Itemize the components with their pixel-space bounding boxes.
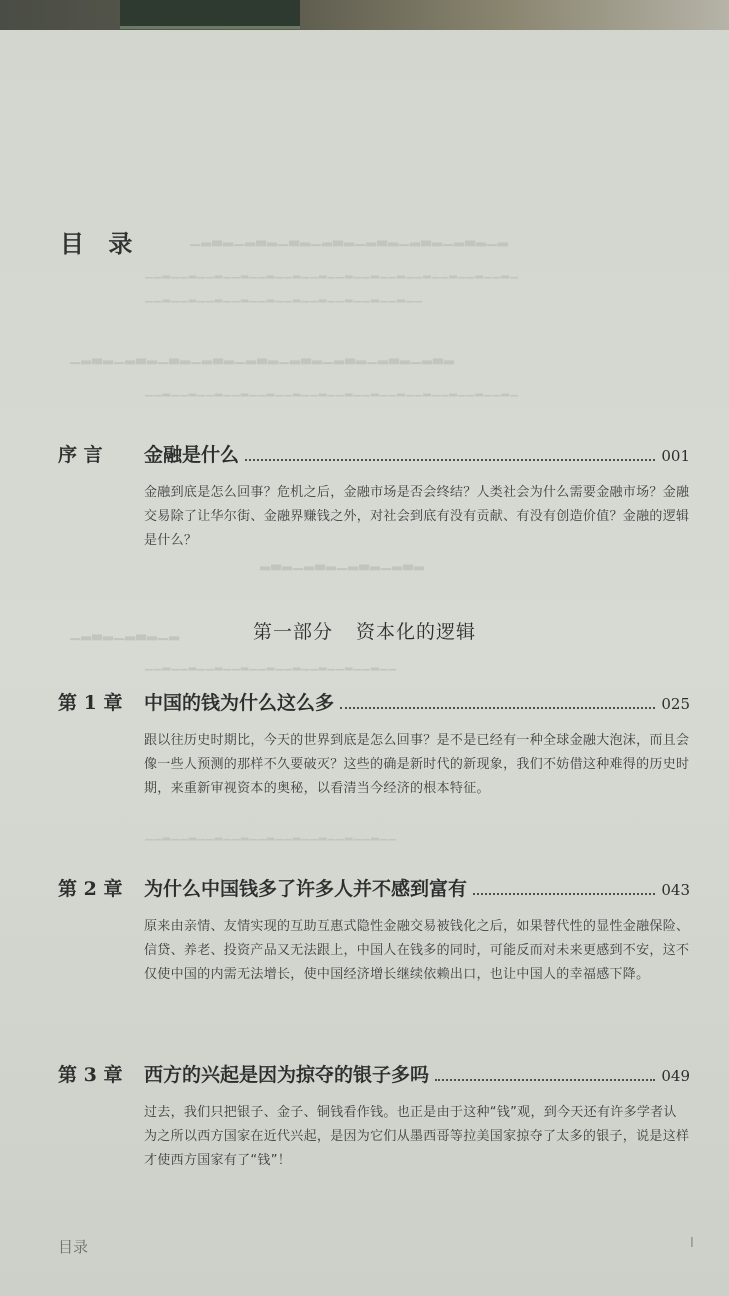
page-number: 043 — [661, 881, 690, 899]
entry-title: 为什么中国钱多了许多人并不感到富有 — [144, 878, 468, 900]
entry-label: 第 2 章 — [58, 878, 123, 900]
page-number: 001 — [661, 447, 690, 465]
toc-entry-chapter-2[interactable] — [58, 874, 690, 987]
entry-label: 第 3 章 — [58, 1064, 123, 1086]
bleed-through-line: ▁▂▃▂▁▂▃▂▁▂ — [70, 626, 180, 641]
entry-label: 第 1 章 — [58, 692, 123, 714]
page-number: 049 — [661, 1067, 690, 1085]
entry-title: 中国的钱为什么这么多 — [144, 692, 335, 714]
dot-leader — [245, 458, 655, 461]
bleed-through-line: ▁▁▂▁▁▂▁▁▂▁▁▂▁▁▂▁▁▂▁▁▂▁▁▂▁▁▂▁▁ — [145, 660, 398, 671]
entry-label: 序 言 — [58, 444, 103, 466]
bleed-through-line: ▁▁▂▁▁▂▁▁▂▁▁▂▁▁▂▁▁▂▁▁▂▁▁▂▁▁▂▁▁ — [145, 830, 398, 841]
toc-entry-heading — [58, 874, 690, 901]
bleed-through-line: ▁▁▂▁▁▂▁▁▂▁▁▂▁▁▂▁▁▂▁▁▂▁▁▂▁▁▂▁▁▂▁▁ — [145, 292, 424, 303]
part-number: 第一部分 — [252, 621, 333, 643]
entry-description: 跟以往历史时期比，今天的世界到底是怎么回事？是不是已经有一种全球金融大泡沫，而且会像一些人预测的那样不久要破灭？这些的确是新时代的新现象，我们不妨借这种难得的历史时期，来重新审视资本的奥秘，以看清当今经济的根本特征。 — [144, 733, 690, 796]
bleed-through-line: ▁▁▂▁▁▂▁▁▂▁▁▂▁▁▂▁▁▂▁▁▂▁▁▂▁▁▂▁▁▂▁▁▂▁▁▂▁▁▂▁▁▂▁ — [145, 268, 519, 279]
toc-entry-chapter-3[interactable] — [58, 1060, 690, 1173]
entry-title: 西方的兴起是因为掠夺的银子多吗 — [144, 1064, 430, 1086]
running-footer: 目录 — [58, 1238, 89, 1256]
entry-description: 原来由亲情、友情实现的互助互惠式隐性金融交易被钱化之后，如果替代性的显性金融保险、信贷、养老、投资产品又无法跟上，中国人在钱多的同时，可能反而对未来更感到不安，这不仅使中国的内需无法增长，使中国经济增长继续依赖出口，也让中国人的幸福感下降。 — [144, 919, 690, 982]
entry-description: 过去，我们只把银子、金子、铜钱看作钱。也正是由于这种“钱”观，到今天还有许多学者认为之所以西方国家在近代兴起，是因为它们从墨西哥等拉美国家掠夺了太多的银子，说是这样才使西方国家有了“钱”！ — [144, 1105, 690, 1168]
toc-entry-preface[interactable] — [58, 440, 690, 553]
toc-entry-heading — [58, 440, 690, 467]
folio-number: I — [690, 1236, 694, 1251]
background-object — [120, 0, 300, 29]
page-title: 目 录 — [60, 229, 141, 258]
bleed-through-line: ▁▂▃▂▁▂▃▂▁▃▂▁▂▃▂▁▂▃▂▁▂▃▂▁▂▃▂▁▂ — [190, 232, 509, 247]
bleed-through-line: ▁▁▂▁▁▂▁▁▂▁▁▂▁▁▂▁▁▂▁▁▂▁▁▂▁▁▂▁▁▂▁▁▂▁▁▂▁▁▂▁▁▂▁ — [145, 386, 519, 397]
page-number: 025 — [661, 695, 690, 713]
toc-entry-heading — [58, 688, 690, 715]
dot-leader — [473, 892, 655, 895]
dot-leader — [340, 706, 655, 709]
bleed-through-line: ▁▂▃▂▁▂▃▂▁▃▂▁▂▃▂▁▂▃▂▁▂▃▂▁▂▃▂▁▂▃▂▁▂▃▂ — [70, 350, 455, 365]
entry-title: 金融是什么 — [144, 444, 240, 466]
toc-entry-heading — [58, 1060, 690, 1087]
part-title: 资本化的逻辑 — [356, 621, 477, 643]
dot-leader — [435, 1078, 655, 1081]
bleed-through-line: ▂▃▂▁▂▃▂▁▂▃▂▁▂▃▂ — [260, 556, 425, 571]
entry-description: 金融到底是怎么回事？危机之后，金融市场是否会终结？人类社会为什么需要金融市场？金融交易除了让华尔街、金融界赚钱之外，对社会到底有没有贡献、有没有创造价值？金融的逻辑是什么？ — [144, 485, 690, 548]
part-heading — [0, 617, 729, 644]
toc-entry-chapter-1[interactable] — [58, 688, 690, 801]
